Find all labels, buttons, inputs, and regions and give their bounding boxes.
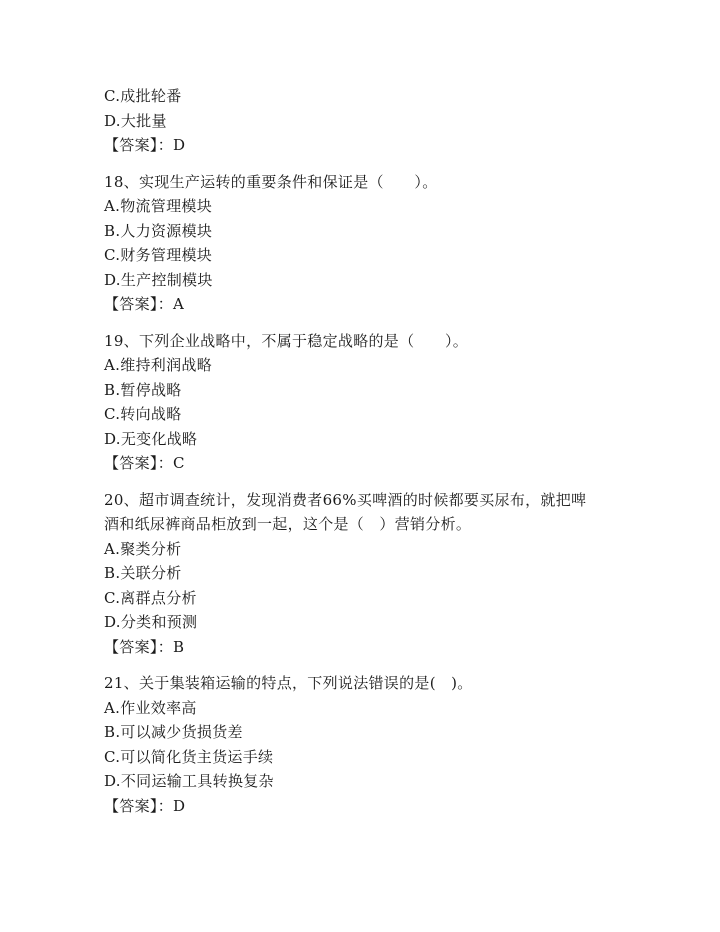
option-d: D.生产控制模块 — [104, 270, 213, 289]
question-17-tail — [104, 84, 644, 158]
option-d: D.不同运输工具转换复杂 — [104, 772, 274, 790]
option-b: B.关联分析 — [104, 564, 182, 582]
option-b: B.暂停战略 — [104, 380, 182, 399]
question-19 — [104, 329, 644, 476]
question-stem: 21、关于集装箱运输的特点，下列说法错误的是( )。 — [104, 674, 473, 692]
option-b: B.人力资源模块 — [104, 221, 213, 240]
option-c: C.成批轮番 — [104, 87, 182, 105]
answer-line: 【答案】：D — [104, 796, 186, 815]
option-c: C.离群点分析 — [104, 588, 197, 607]
question-21 — [104, 671, 644, 818]
option-a: A.作业效率高 — [104, 698, 197, 717]
question-20 — [104, 488, 644, 660]
question-stem-line-2: 酒和纸尿裤商品柜放到一起，这个是（ ）营销分析。 — [104, 515, 472, 533]
answer-line: 【答案】：C — [104, 454, 185, 472]
option-d: D.分类和预测 — [104, 613, 198, 631]
option-c: C.财务管理模块 — [104, 246, 213, 264]
option-b: B.可以减少货损货差 — [104, 723, 243, 741]
option-d: D.大批量 — [104, 111, 167, 130]
document-page — [104, 84, 644, 818]
question-18 — [104, 170, 644, 317]
option-c: C.转向战略 — [104, 405, 182, 423]
answer-line: 【答案】：D — [104, 136, 186, 154]
answer-line: 【答案】：B — [104, 637, 185, 656]
question-stem: 18、实现生产运转的重要条件和保证是（ ）。 — [104, 172, 438, 191]
answer-line: 【答案】：A — [104, 295, 185, 313]
option-a: A.聚类分析 — [104, 539, 182, 558]
option-d: D.无变化战略 — [104, 429, 198, 448]
option-a: A.维持利润战略 — [104, 356, 213, 374]
option-a: A.物流管理模块 — [104, 197, 213, 215]
question-stem: 19、下列企业战略中，不属于稳定战略的是（ ）。 — [104, 331, 469, 350]
option-c: C.可以简化货主货运手续 — [104, 747, 274, 766]
question-stem-line-1: 20、超市调查统计，发现消费者66%买啤酒的时候都要买尿布，就把啤 — [104, 490, 587, 509]
